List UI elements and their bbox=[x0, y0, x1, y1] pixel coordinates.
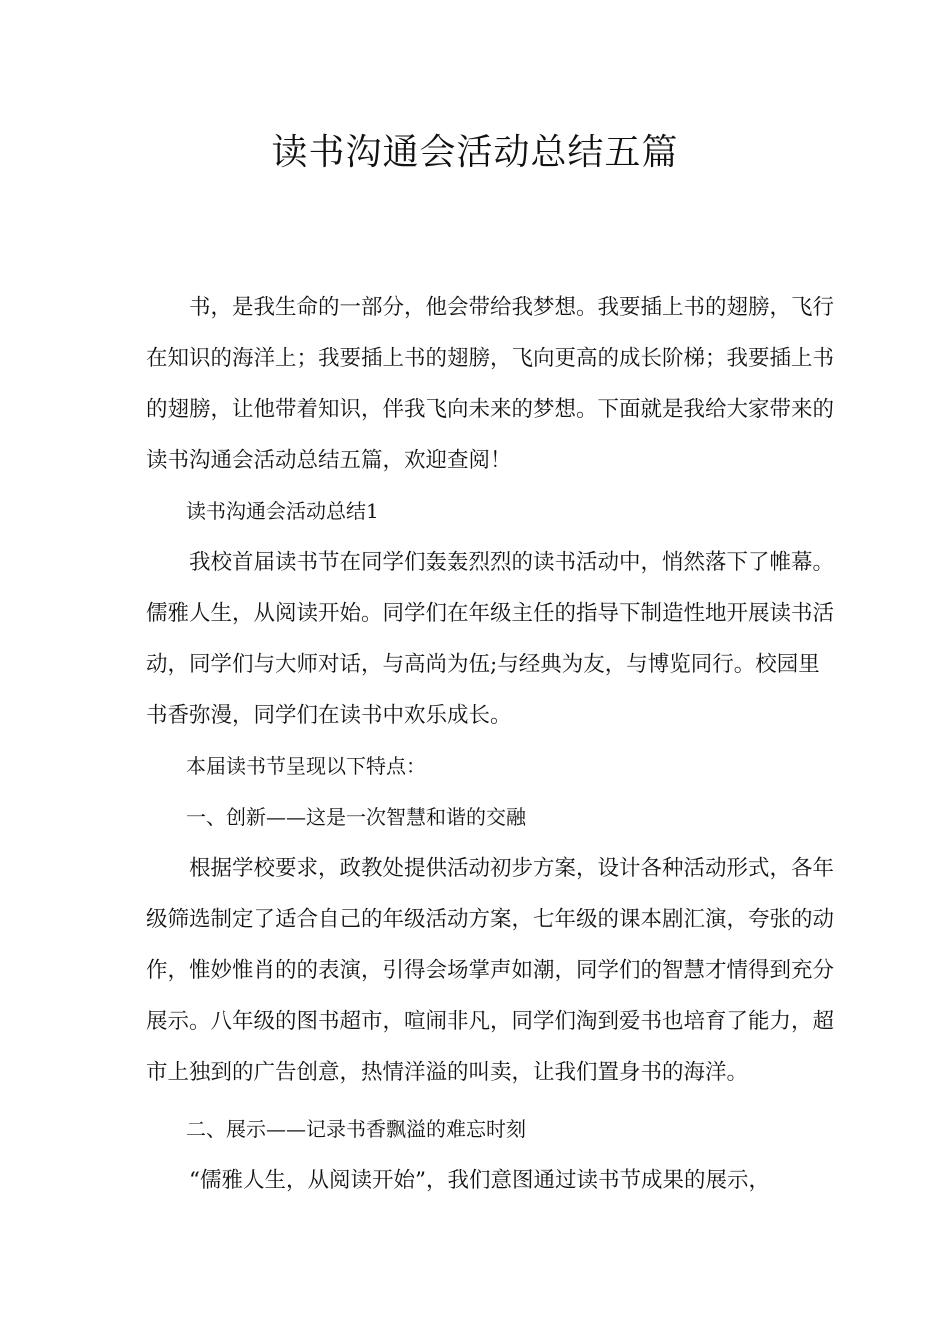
document-body bbox=[146, 282, 834, 1206]
body-paragraph: 我校首届读书节在同学们轰轰烈烈的读书活动中，悄然落下了帷幕。儒雅人生，从阅读开始。同学们在年级主任的指导下制造性地开展读书活动，同学们与大师对话，与高尚为伍;与经典为友，与博览同行。校园里书香弥漫，同学们在读书中欢乐成长。 bbox=[146, 550, 835, 728]
features-intro: 本届读书节呈现以下特点： bbox=[186, 754, 426, 778]
document-title: 读书沟通会活动总结五篇 bbox=[271, 132, 679, 173]
subheading-innovation: 一、创新——这是一次智慧和谐的交融 bbox=[186, 805, 526, 829]
subheading-showcase: 二、展示——记录书香飘溢的难忘时刻 bbox=[186, 1117, 526, 1141]
section-heading-1: 读书沟通会活动总结1 bbox=[186, 499, 379, 523]
body-paragraph: 根据学校要求，政教处提供活动初步方案，设计各种活动形式，各年级筛选制定了适合自己的年级活动方案，七年级的课本剧汇演，夸张的动作，惟妙惟肖的的表演，引得会场掌声如潮，同学们的智慧才情得到充分展示。八年级的图书超市，喧闹非凡，同学们淘到爱书也培育了能力，超市上独到的广告创意，热情洋溢的叫卖，让我们置身书的海洋。 bbox=[146, 856, 835, 1085]
intro-paragraph: 书，是我生命的一部分，他会带给我梦想。我要插上书的翅膀，飞行在知识的海洋上；我要插上书的翅膀，飞向更高的成长阶梯；我要插上书的翅膀，让他带着知识，伴我飞向未来的梦想。下面就是我给大家带来的读书沟通会活动总结五篇，欢迎查阅！ bbox=[146, 295, 835, 473]
body-paragraph: “儒雅人生，从阅读开始”，我们意图通过读书节成果的展示， bbox=[189, 1168, 770, 1193]
